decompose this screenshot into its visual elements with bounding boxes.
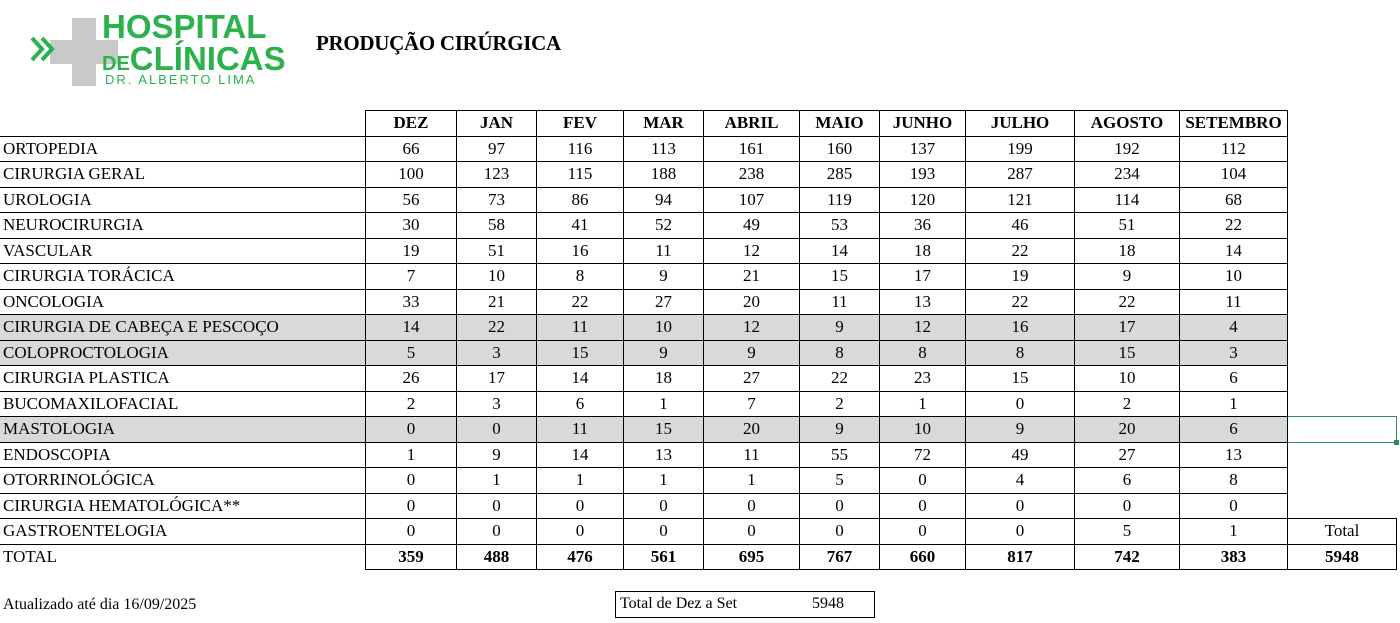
table-row <box>0 519 1397 545</box>
specialty-label: OTORRINOLÓGICA <box>0 468 366 494</box>
value-cell: 20 <box>1075 417 1180 443</box>
value-cell: 287 <box>966 162 1075 188</box>
month-header: JAN <box>457 111 537 137</box>
total-row <box>0 544 1397 570</box>
month-header: FEV <box>537 111 624 137</box>
value-cell: 15 <box>800 264 880 290</box>
value-cell: 0 <box>966 391 1075 417</box>
value-cell: 9 <box>704 340 800 366</box>
value-cell: 0 <box>880 493 966 519</box>
page-title: PRODUÇÃO CIRÚRGICA <box>316 31 561 55</box>
month-header: SETEMBRO <box>1180 111 1288 137</box>
value-cell: 20 <box>704 289 800 315</box>
updated-date-text: Atualizado até dia 16/09/2025 <box>3 596 197 613</box>
value-cell: 94 <box>624 187 704 213</box>
table-row <box>0 213 1397 239</box>
value-cell: 1 <box>624 468 704 494</box>
value-cell: 0 <box>366 519 457 545</box>
value-cell: 2 <box>366 391 457 417</box>
value-cell: 10 <box>457 264 537 290</box>
month-header: JULHO <box>966 111 1075 137</box>
summary-total-value: 5948 <box>812 595 844 612</box>
value-cell: 11 <box>537 417 624 443</box>
value-cell: 11 <box>1180 289 1288 315</box>
specialty-label: ORTOPEDIA <box>0 136 366 162</box>
value-cell: 9 <box>800 315 880 341</box>
value-cell: 16 <box>966 315 1075 341</box>
month-total-cell: 742 <box>1075 544 1180 570</box>
value-cell: 13 <box>624 442 704 468</box>
value-cell: 8 <box>800 340 880 366</box>
value-cell: 14 <box>800 238 880 264</box>
value-cell: 113 <box>624 136 704 162</box>
value-cell: 9 <box>966 417 1075 443</box>
value-cell: 6 <box>1180 417 1288 443</box>
month-header: AGOSTO <box>1075 111 1180 137</box>
production-table-body <box>0 111 1397 570</box>
value-cell: 3 <box>457 391 537 417</box>
value-cell: 10 <box>1075 366 1180 392</box>
value-cell: 11 <box>704 442 800 468</box>
month-total-cell: 695 <box>704 544 800 570</box>
value-cell: 30 <box>366 213 457 239</box>
specialty-label: CIRURGIA GERAL <box>0 162 366 188</box>
value-cell: 285 <box>800 162 880 188</box>
table-row <box>0 162 1397 188</box>
value-cell: 0 <box>704 519 800 545</box>
value-cell: 4 <box>1180 315 1288 341</box>
value-cell: 21 <box>704 264 800 290</box>
month-total-cell: 660 <box>880 544 966 570</box>
value-cell: 188 <box>624 162 704 188</box>
table-row <box>0 442 1397 468</box>
value-cell: 12 <box>704 315 800 341</box>
value-cell: 8 <box>880 340 966 366</box>
logo-line-2-main: CLÍNICAS <box>129 40 286 77</box>
value-cell: 17 <box>1075 315 1180 341</box>
specialty-label: CIRURGIA DE CABEÇA E PESCOÇO <box>0 315 366 341</box>
value-cell: 0 <box>800 519 880 545</box>
value-cell: 199 <box>966 136 1075 162</box>
total-label: TOTAL <box>3 547 58 566</box>
value-cell: 51 <box>457 238 537 264</box>
value-cell: 14 <box>1180 238 1288 264</box>
value-cell: 115 <box>537 162 624 188</box>
value-cell: 120 <box>880 187 966 213</box>
value-cell: 14 <box>537 366 624 392</box>
header-row <box>0 111 1397 137</box>
value-cell: 11 <box>624 238 704 264</box>
value-cell: 51 <box>1075 213 1180 239</box>
value-cell: 1 <box>1180 519 1288 545</box>
table-row <box>0 264 1397 290</box>
value-cell: 27 <box>704 366 800 392</box>
value-cell: 52 <box>624 213 704 239</box>
month-header: JUNHO <box>880 111 966 137</box>
value-cell: 0 <box>366 468 457 494</box>
logo-chevrons-icon <box>30 34 70 64</box>
logo-line-3: DR. ALBERTO LIMA <box>105 72 257 87</box>
value-cell: 26 <box>366 366 457 392</box>
value-cell: 234 <box>1075 162 1180 188</box>
value-cell: 0 <box>800 493 880 519</box>
value-cell: 58 <box>457 213 537 239</box>
value-cell: 16 <box>537 238 624 264</box>
value-cell: 9 <box>624 340 704 366</box>
value-cell: 238 <box>704 162 800 188</box>
value-cell: 0 <box>624 493 704 519</box>
table-row <box>0 417 1397 443</box>
logo-line-1: HOSPITAL <box>102 8 267 45</box>
value-cell: 20 <box>704 417 800 443</box>
value-cell: 15 <box>1075 340 1180 366</box>
value-cell: 53 <box>800 213 880 239</box>
logo-line-2-prefix: DE <box>102 53 130 75</box>
fill-handle[interactable] <box>1394 440 1399 445</box>
value-cell: 22 <box>966 238 1075 264</box>
value-cell: 193 <box>880 162 966 188</box>
value-cell: 0 <box>704 493 800 519</box>
month-total-cell: 817 <box>966 544 1075 570</box>
specialty-label: GASTROENTELOGIA <box>0 519 366 545</box>
value-cell: 10 <box>624 315 704 341</box>
specialty-label: ONCOLOGIA <box>0 289 366 315</box>
value-cell: 22 <box>1075 289 1180 315</box>
value-cell: 9 <box>800 417 880 443</box>
value-cell: 11 <box>537 315 624 341</box>
specialty-label: ENDOSCOPIA <box>0 442 366 468</box>
value-cell: 107 <box>704 187 800 213</box>
table-row <box>0 289 1397 315</box>
value-cell: 0 <box>457 519 537 545</box>
value-cell: 12 <box>704 238 800 264</box>
value-cell: 13 <box>1180 442 1288 468</box>
value-cell: 33 <box>366 289 457 315</box>
month-header: MAIO <box>800 111 880 137</box>
value-cell: 86 <box>537 187 624 213</box>
value-cell: 49 <box>966 442 1075 468</box>
value-cell: 0 <box>366 417 457 443</box>
value-cell: 18 <box>624 366 704 392</box>
value-cell: 49 <box>704 213 800 239</box>
value-cell: 17 <box>457 366 537 392</box>
value-cell: 0 <box>880 468 966 494</box>
header-corner-cell <box>0 111 366 137</box>
table-row <box>0 493 1397 519</box>
value-cell: 3 <box>1180 340 1288 366</box>
value-cell: 137 <box>880 136 966 162</box>
value-cell: 5 <box>1075 519 1180 545</box>
value-cell: 160 <box>800 136 880 162</box>
value-cell: 27 <box>1075 442 1180 468</box>
value-cell: 68 <box>1180 187 1288 213</box>
table-row <box>0 315 1397 341</box>
value-cell: 8 <box>1180 468 1288 494</box>
value-cell: 100 <box>366 162 457 188</box>
month-total-cell: 767 <box>800 544 880 570</box>
specialty-label: MASTOLOGIA <box>0 417 366 443</box>
value-cell: 15 <box>624 417 704 443</box>
value-cell: 0 <box>966 493 1075 519</box>
hospital-logo <box>30 8 290 90</box>
value-cell: 114 <box>1075 187 1180 213</box>
value-cell: 73 <box>457 187 537 213</box>
value-cell: 0 <box>1075 493 1180 519</box>
value-cell: 0 <box>366 493 457 519</box>
specialty-label: NEUROCIRURGIA <box>0 213 366 239</box>
value-cell: 72 <box>880 442 966 468</box>
specialty-label: CIRURGIA PLASTICA <box>0 366 366 392</box>
value-cell: 0 <box>457 493 537 519</box>
value-cell: 15 <box>966 366 1075 392</box>
table-row <box>0 238 1397 264</box>
value-cell: 7 <box>704 391 800 417</box>
value-cell: 0 <box>624 519 704 545</box>
grand-total-header: Total <box>1288 519 1397 545</box>
value-cell: 14 <box>537 442 624 468</box>
grand-total-value: 5948 <box>1288 544 1397 570</box>
month-header: ABRIL <box>704 111 800 137</box>
specialty-label: CIRURGIA TORÁCICA <box>0 264 366 290</box>
value-cell: 0 <box>457 417 537 443</box>
value-cell: 116 <box>537 136 624 162</box>
value-cell: 36 <box>880 213 966 239</box>
value-cell: 3 <box>457 340 537 366</box>
value-cell: 5 <box>366 340 457 366</box>
value-cell: 97 <box>457 136 537 162</box>
specialty-label: COLOPROCTOLOGIA <box>0 340 366 366</box>
value-cell: 12 <box>880 315 966 341</box>
value-cell: 27 <box>624 289 704 315</box>
value-cell: 0 <box>1180 493 1288 519</box>
value-cell: 22 <box>457 315 537 341</box>
value-cell: 55 <box>800 442 880 468</box>
value-cell: 18 <box>1075 238 1180 264</box>
value-cell: 46 <box>966 213 1075 239</box>
value-cell: 5 <box>800 468 880 494</box>
summary-total-label: Total de Dez a Set <box>620 595 738 612</box>
value-cell: 1 <box>457 468 537 494</box>
value-cell: 18 <box>880 238 966 264</box>
specialty-label: BUCOMAXILOFACIAL <box>0 391 366 417</box>
value-cell: 19 <box>366 238 457 264</box>
value-cell: 0 <box>537 493 624 519</box>
value-cell: 56 <box>366 187 457 213</box>
table-row <box>0 391 1397 417</box>
value-cell: 13 <box>880 289 966 315</box>
selected-cell[interactable] <box>1288 417 1397 443</box>
value-cell: 8 <box>966 340 1075 366</box>
value-cell: 41 <box>537 213 624 239</box>
value-cell: 9 <box>457 442 537 468</box>
value-cell: 10 <box>880 417 966 443</box>
value-cell: 10 <box>1180 264 1288 290</box>
value-cell: 1 <box>880 391 966 417</box>
value-cell: 2 <box>1075 391 1180 417</box>
specialty-label: UROLOGIA <box>0 187 366 213</box>
value-cell: 8 <box>537 264 624 290</box>
value-cell: 14 <box>366 315 457 341</box>
value-cell: 1 <box>366 442 457 468</box>
value-cell: 15 <box>537 340 624 366</box>
table-row <box>0 366 1397 392</box>
value-cell: 1 <box>1180 391 1288 417</box>
table-row <box>0 187 1397 213</box>
month-total-cell: 476 <box>537 544 624 570</box>
value-cell: 9 <box>624 264 704 290</box>
value-cell: 1 <box>537 468 624 494</box>
specialty-label: CIRURGIA HEMATOLÓGICA** <box>0 493 366 519</box>
month-total-cell: 383 <box>1180 544 1288 570</box>
value-cell: 21 <box>457 289 537 315</box>
month-header: DEZ <box>366 111 457 137</box>
value-cell: 0 <box>537 519 624 545</box>
month-total-cell: 561 <box>624 544 704 570</box>
value-cell: 1 <box>624 391 704 417</box>
value-cell: 0 <box>966 519 1075 545</box>
value-cell: 4 <box>966 468 1075 494</box>
value-cell: 112 <box>1180 136 1288 162</box>
value-cell: 1 <box>704 468 800 494</box>
value-cell: 17 <box>880 264 966 290</box>
value-cell: 119 <box>800 187 880 213</box>
value-cell: 161 <box>704 136 800 162</box>
month-total-cell: 359 <box>366 544 457 570</box>
summary-total-box <box>615 591 875 618</box>
value-cell: 192 <box>1075 136 1180 162</box>
value-cell: 19 <box>966 264 1075 290</box>
value-cell: 22 <box>800 366 880 392</box>
value-cell: 121 <box>966 187 1075 213</box>
value-cell: 7 <box>366 264 457 290</box>
table-row <box>0 136 1397 162</box>
value-cell: 22 <box>537 289 624 315</box>
value-cell: 123 <box>457 162 537 188</box>
value-cell: 9 <box>1075 264 1180 290</box>
value-cell: 6 <box>537 391 624 417</box>
month-total-cell: 488 <box>457 544 537 570</box>
value-cell: 22 <box>966 289 1075 315</box>
value-cell: 6 <box>1075 468 1180 494</box>
specialty-label: VASCULAR <box>0 238 366 264</box>
value-cell: 0 <box>880 519 966 545</box>
table-row <box>0 468 1397 494</box>
value-cell: 11 <box>800 289 880 315</box>
month-header: MAR <box>624 111 704 137</box>
table-row <box>0 340 1397 366</box>
value-cell: 66 <box>366 136 457 162</box>
value-cell: 23 <box>880 366 966 392</box>
value-cell: 2 <box>800 391 880 417</box>
production-table <box>0 110 1397 570</box>
value-cell: 104 <box>1180 162 1288 188</box>
value-cell: 22 <box>1180 213 1288 239</box>
value-cell: 6 <box>1180 366 1288 392</box>
